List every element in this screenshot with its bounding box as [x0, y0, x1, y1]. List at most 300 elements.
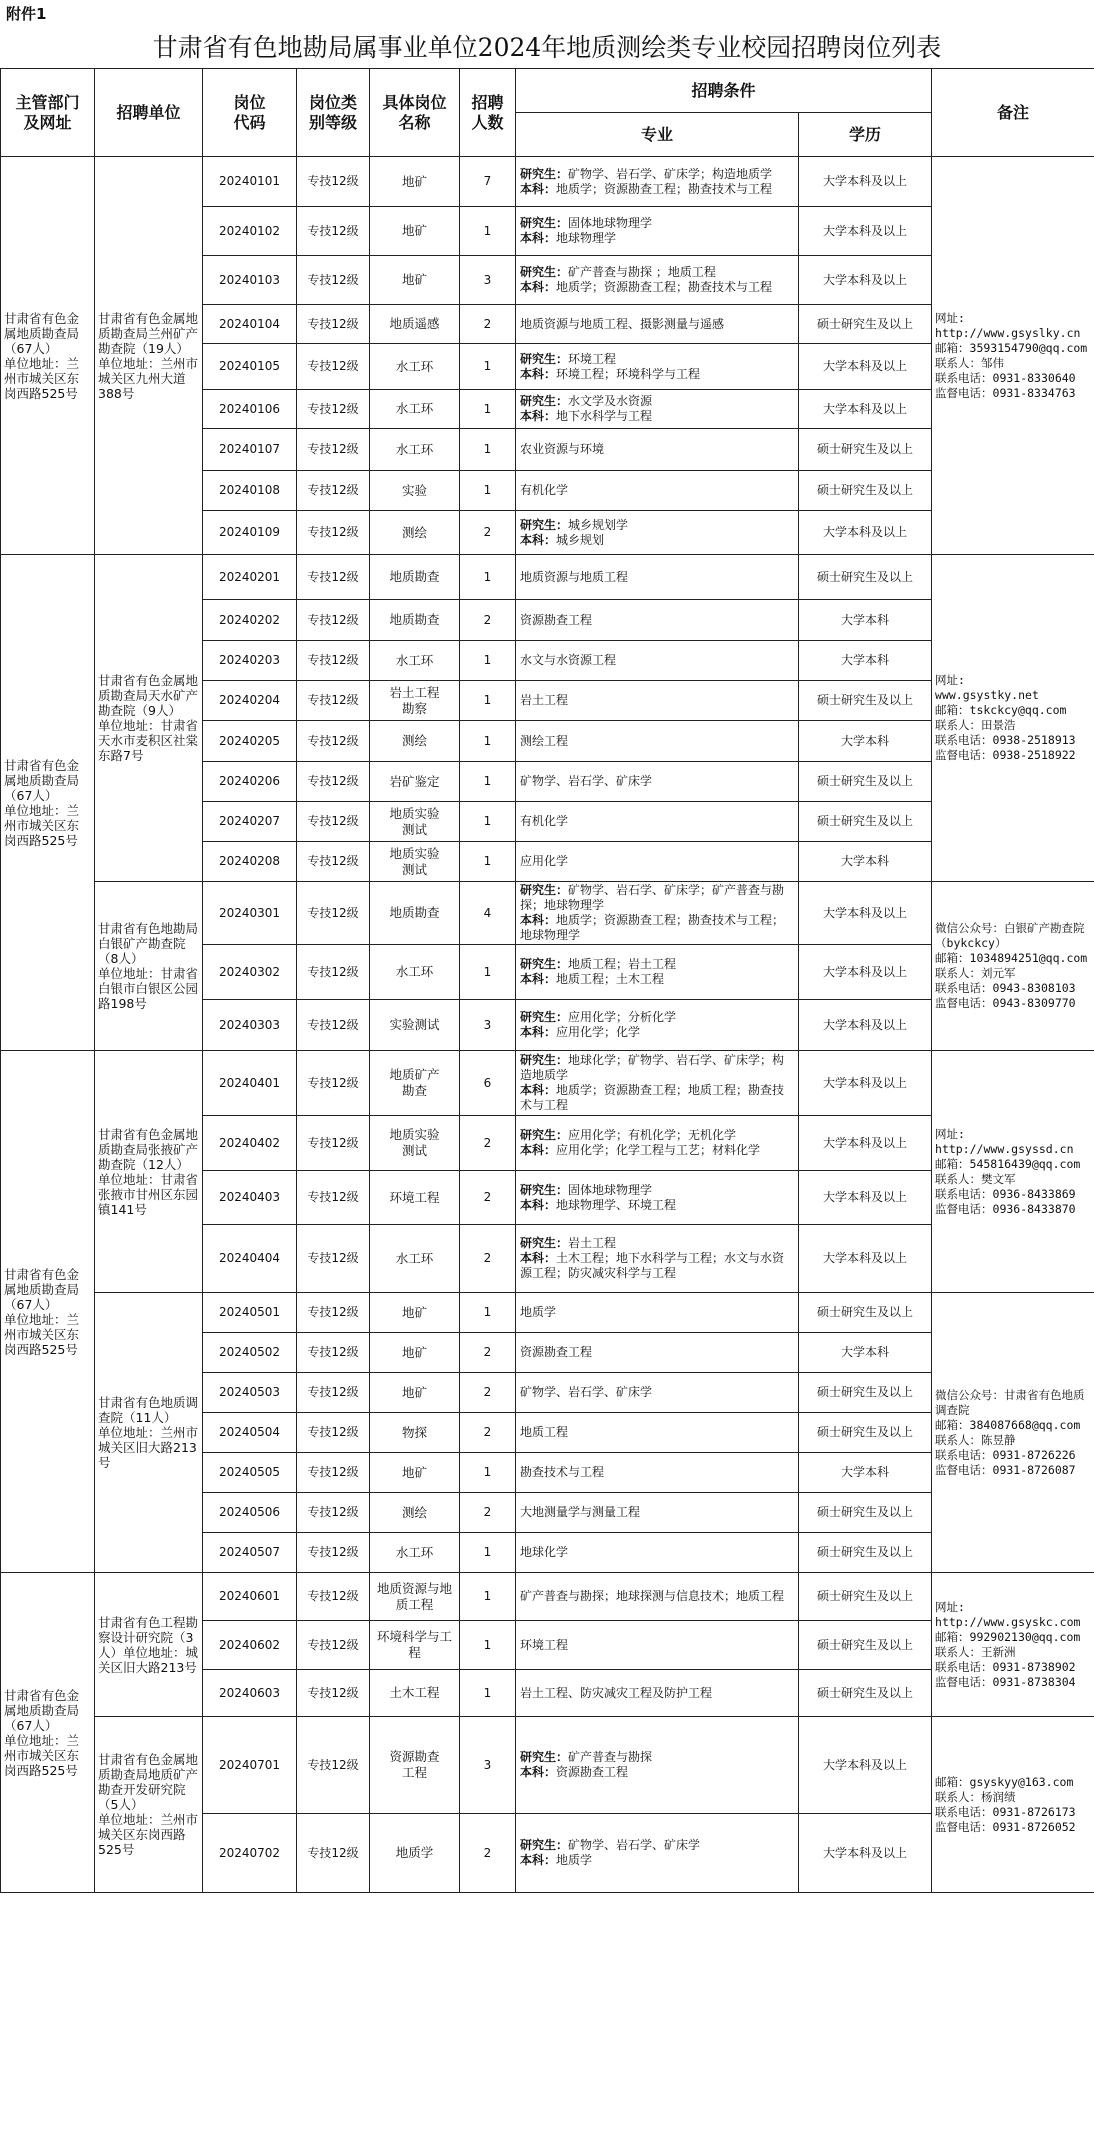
position-cell	[370, 1413, 460, 1453]
major-level: 本科：	[520, 913, 557, 927]
major-cell	[516, 207, 799, 256]
major-line	[520, 533, 794, 548]
page-title: 甘肃省有色地勘局属事业单位2024年地质测绘类专业校园招聘岗位列表	[152, 33, 942, 62]
grade-cell: 专技12级	[297, 511, 370, 555]
major-text: 地质学	[556, 1853, 593, 1867]
unit-cell	[95, 555, 203, 882]
major-line	[520, 1183, 794, 1198]
major-text: 环境工程；环境科学与工程	[556, 366, 701, 381]
unit-cell	[95, 1717, 203, 1893]
major-cell	[516, 1171, 799, 1225]
major-line	[520, 854, 794, 869]
position-text: 水工环	[395, 964, 434, 979]
position-cell	[370, 207, 460, 256]
header-grade	[297, 69, 370, 157]
major-cell	[516, 1051, 799, 1116]
dept-text: 甘肃省有色金属地质勘查局（67人） 单位地址：兰州市城关区东岗西路525号	[4, 757, 80, 848]
count-cell: 2	[460, 511, 516, 555]
position-text: 地质矿产 勘查	[389, 1067, 440, 1098]
major-level: 研究生：	[520, 1053, 569, 1067]
education-cell: 硕士研究生及以上	[799, 681, 932, 721]
remarks-text: 网址: www.gsystky.net 邮箱：tskckcy@qq.com 联系人：田景浩 联系电话：0938-2518913 监督电话：0938-2518922	[935, 673, 1076, 762]
major-line	[520, 1545, 794, 1560]
position-text: 水工环	[395, 401, 434, 416]
major-cell	[516, 1000, 799, 1051]
major-cell	[516, 1373, 799, 1413]
unit-text: 甘肃省有色金属地质勘查局地质矿产勘查开发研究院（5人） 单位地址：兰州市城关区东岗西路525号	[98, 1752, 199, 1857]
major-text: 水文学及水资源	[568, 394, 653, 408]
count-cell: 1	[460, 802, 516, 842]
major-cell	[516, 1453, 799, 1493]
count-cell: 2	[460, 600, 516, 641]
major-level: 本科：	[520, 181, 557, 196]
major-line	[520, 1198, 794, 1213]
major-cell	[516, 344, 799, 390]
grade-cell: 专技12级	[297, 945, 370, 1000]
code-cell: 20240506	[203, 1493, 297, 1533]
position-cell	[370, 1051, 460, 1116]
education-cell: 硕士研究生及以上	[799, 762, 932, 802]
grade-cell: 专技12级	[297, 1293, 370, 1333]
header-dept-text: 主管部门 及网址	[15, 92, 80, 132]
major-text: 大地测量学与测量工程	[520, 1505, 641, 1519]
major-line	[520, 1589, 794, 1604]
education-cell: 大学本科及以上	[799, 1000, 932, 1051]
position-text: 水工环	[395, 441, 434, 457]
major-level: 研究生：	[520, 1010, 569, 1024]
position-text: 水工环	[395, 358, 434, 374]
position-cell	[370, 256, 460, 305]
count-cell: 2	[460, 1413, 516, 1453]
dept-cell	[1, 1051, 95, 1573]
unit-cell	[95, 882, 203, 1051]
header-grade-text: 岗位类 别等级	[308, 92, 357, 132]
position-cell	[370, 1171, 460, 1225]
code-cell: 20240108	[203, 471, 297, 511]
major-text: 勘查技术与工程	[520, 1465, 605, 1479]
position-text: 地质勘查	[389, 569, 440, 584]
major-level: 本科：	[520, 366, 557, 381]
position-text: 地矿	[401, 1344, 427, 1360]
attachment-label: 附件1	[6, 5, 47, 23]
header-count	[460, 69, 516, 157]
education-cell: 大学本科及以上	[799, 1171, 932, 1225]
major-level: 研究生：	[520, 957, 569, 971]
unit-cell	[95, 157, 203, 555]
grade-cell: 专技12级	[297, 429, 370, 471]
count-cell: 2	[460, 1225, 516, 1293]
grade-cell: 专技12级	[297, 681, 370, 721]
position-cell	[370, 1000, 460, 1051]
position-text: 水工环	[395, 1544, 434, 1560]
major-line	[520, 280, 794, 295]
remarks-cell	[932, 1573, 1094, 1717]
position-text: 物探	[401, 1424, 427, 1440]
major-line	[520, 570, 794, 585]
remarks-cell	[932, 1293, 1094, 1573]
major-text: 地球物理学、环境工程	[556, 1197, 677, 1212]
major-line	[520, 1143, 794, 1158]
major-text: 矿物学、岩石学、矿床学	[568, 1838, 701, 1852]
major-line	[520, 352, 794, 367]
position-text: 实验测试	[389, 1017, 440, 1032]
major-line	[520, 409, 794, 424]
major-level: 研究生：	[520, 517, 569, 532]
major-text: 农业资源与环境	[520, 442, 605, 456]
code-cell: 20240507	[203, 1533, 297, 1573]
major-level: 本科：	[520, 1143, 557, 1157]
major-text: 地质学；资源勘查工程；勘查技术与工程；地球物理学	[520, 913, 785, 942]
major-text: 矿物学、岩石学、矿床学	[520, 1385, 653, 1399]
position-cell	[370, 1717, 460, 1814]
major-cell	[516, 429, 799, 471]
education-cell: 大学本科及以上	[799, 390, 932, 429]
grade-cell: 专技12级	[297, 1116, 370, 1171]
remarks-text: 微信公众号：白银矿产勘查院（bykckcy） 邮箱：1034894251@qq.com 联系人：刘元军 联系电话：0943-8308103 监督电话：0943-8309770	[935, 921, 1088, 1010]
position-text: 实验	[401, 482, 427, 498]
dept-cell	[1, 157, 95, 555]
major-text: 应用化学	[520, 854, 569, 868]
code-cell: 20240208	[203, 842, 297, 882]
major-line	[520, 394, 794, 409]
major-line	[520, 613, 794, 628]
table-row	[1, 1717, 1094, 1814]
position-cell	[370, 344, 460, 390]
major-cell	[516, 882, 799, 945]
header-conditions: 招聘条件	[516, 69, 932, 113]
major-cell	[516, 1333, 799, 1373]
position-text: 土木工程	[389, 1685, 440, 1700]
position-text: 地矿	[401, 223, 427, 238]
major-text: 地质学；资源勘查工程；地质工程；勘查技术与工程	[520, 1083, 785, 1112]
major-level: 研究生：	[520, 394, 569, 408]
position-cell	[370, 1814, 460, 1893]
major-line	[520, 231, 794, 246]
header-education: 学历	[799, 113, 932, 157]
major-level: 研究生：	[520, 351, 569, 366]
count-cell: 1	[460, 390, 516, 429]
major-cell	[516, 802, 799, 842]
position-text: 岩矿鉴定	[389, 773, 440, 789]
major-line	[520, 1505, 794, 1520]
major-text: 地质学	[520, 1305, 557, 1319]
major-level: 本科：	[520, 231, 557, 245]
major-text: 有机化学	[520, 483, 569, 497]
grade-cell: 专技12级	[297, 762, 370, 802]
position-text: 岩土工程 勘察	[389, 684, 440, 716]
major-text: 地质资源与地质工程、摄影测量与遥感	[520, 316, 725, 331]
major-line	[520, 1025, 794, 1040]
major-line	[520, 1251, 794, 1281]
major-text: 地球化学	[520, 1545, 569, 1559]
grade-cell: 专技12级	[297, 1533, 370, 1573]
position-cell	[370, 1670, 460, 1717]
major-line	[520, 1345, 794, 1360]
major-line	[520, 693, 794, 708]
major-line	[520, 1083, 794, 1113]
education-cell: 大学本科及以上	[799, 157, 932, 207]
table-row	[1, 555, 1094, 600]
major-text: 地质工程；岩土工程	[568, 957, 677, 971]
major-text: 测绘工程	[520, 733, 569, 748]
major-text: 资源勘查工程	[520, 1345, 593, 1359]
major-level: 本科：	[520, 280, 557, 294]
count-cell: 1	[460, 721, 516, 762]
grade-cell: 专技12级	[297, 842, 370, 882]
major-text: 矿物学、岩石学、矿床学；构造地质学	[568, 166, 773, 181]
position-cell	[370, 1293, 460, 1333]
major-line	[520, 1838, 794, 1853]
unit-text: 甘肃省有色地勘局白银矿产勘查院（8人） 单位地址：甘肃省白银市白银区公园路198号	[98, 921, 199, 1011]
position-cell	[370, 641, 460, 681]
position-text: 地质勘查	[389, 905, 440, 920]
major-cell	[516, 157, 799, 207]
position-cell	[370, 600, 460, 641]
major-line	[520, 1765, 794, 1780]
position-cell	[370, 1533, 460, 1573]
table-row	[1, 157, 1094, 207]
major-text: 矿产普查与勘探；地球探测与信息技术；地质工程	[520, 1589, 785, 1603]
major-cell	[516, 1293, 799, 1333]
position-cell	[370, 681, 460, 721]
count-cell: 4	[460, 882, 516, 945]
major-line	[520, 1853, 794, 1868]
major-line	[520, 483, 794, 498]
education-cell: 大学本科及以上	[799, 256, 932, 305]
major-line	[520, 883, 794, 913]
major-text: 水文与水资源工程	[520, 653, 617, 667]
grade-cell: 专技12级	[297, 1573, 370, 1621]
count-cell: 2	[460, 1373, 516, 1413]
education-cell: 大学本科	[799, 1333, 932, 1373]
position-cell	[370, 1493, 460, 1533]
major-line	[520, 972, 794, 987]
major-text: 环境工程	[568, 351, 617, 366]
major-text: 固体地球物理学	[568, 216, 653, 230]
major-text: 应用化学；有机化学；无机化学	[568, 1128, 737, 1142]
position-cell	[370, 842, 460, 882]
position-text: 地矿	[401, 1384, 427, 1400]
grade-cell: 专技12级	[297, 1670, 370, 1717]
count-cell: 1	[460, 429, 516, 471]
position-text: 测绘	[401, 1504, 427, 1520]
code-cell: 20240502	[203, 1333, 297, 1373]
education-cell: 大学本科	[799, 641, 932, 681]
header-dept	[1, 69, 95, 157]
major-cell	[516, 1116, 799, 1171]
position-text: 测绘	[401, 524, 427, 540]
major-cell	[516, 1573, 799, 1621]
count-cell: 2	[460, 1333, 516, 1373]
remarks-text: 网址: http://www.gsyskc.com 邮箱：992902130@qq.com 联系人：王新洲 联系电话：0931-8738902 监督电话：0931-8738304	[935, 1599, 1081, 1689]
position-text: 水工环	[395, 652, 434, 668]
grade-cell: 专技12级	[297, 1493, 370, 1533]
position-cell	[370, 429, 460, 471]
dept-text: 甘肃省有色金属地质勘查局（67人） 单位地址：兰州市城关区东岗西路525号	[4, 1266, 80, 1357]
major-line	[520, 367, 794, 382]
position-text: 地质勘查	[389, 612, 440, 627]
code-cell: 20240303	[203, 1000, 297, 1051]
unit-text: 甘肃省有色金属地质勘查局兰州矿产勘查院（19人） 单位地址：兰州市城关区九州大道388号	[98, 310, 199, 401]
unit-cell	[95, 1293, 203, 1573]
code-cell: 20240503	[203, 1373, 297, 1413]
major-cell	[516, 641, 799, 681]
major-level: 研究生：	[520, 265, 569, 279]
position-cell	[370, 305, 460, 344]
count-cell: 3	[460, 256, 516, 305]
major-cell	[516, 762, 799, 802]
grade-cell: 专技12级	[297, 1814, 370, 1893]
major-line	[520, 442, 794, 457]
count-cell: 1	[460, 945, 516, 1000]
position-text: 地质学	[395, 1845, 434, 1860]
position-text: 测绘	[401, 733, 427, 748]
education-cell: 硕士研究生及以上	[799, 1533, 932, 1573]
code-cell: 20240102	[203, 207, 297, 256]
grade-cell: 专技12级	[297, 1717, 370, 1814]
major-line	[520, 1686, 794, 1701]
code-cell: 20240103	[203, 256, 297, 305]
count-cell: 1	[460, 1293, 516, 1333]
major-cell	[516, 256, 799, 305]
major-text: 矿物学、岩石学、矿床学；矿产普查与勘探；地球物理学	[520, 883, 785, 912]
position-text: 地质实验 测试	[389, 1127, 440, 1158]
position-cell	[370, 555, 460, 600]
count-cell: 1	[460, 1573, 516, 1621]
position-text: 水工环	[395, 1250, 434, 1266]
code-cell: 20240402	[203, 1116, 297, 1171]
code-cell: 20240109	[203, 511, 297, 555]
major-cell	[516, 555, 799, 600]
education-cell: 大学本科及以上	[799, 1225, 932, 1293]
table-row	[1, 882, 1094, 945]
major-line	[520, 653, 794, 668]
position-text: 地质资源与地 质工程	[376, 1580, 452, 1612]
count-cell: 2	[460, 305, 516, 344]
position-text: 地质实验 测试	[389, 845, 440, 877]
count-cell: 1	[460, 471, 516, 511]
position-cell	[370, 1621, 460, 1670]
major-line	[520, 957, 794, 972]
count-cell: 3	[460, 1717, 516, 1814]
grade-cell: 专技12级	[297, 555, 370, 600]
major-line	[520, 182, 794, 197]
position-cell	[370, 945, 460, 1000]
code-cell: 20240106	[203, 390, 297, 429]
major-cell	[516, 1533, 799, 1573]
remarks-text: 微信公众号：甘肃省有色地质调查院 邮箱：384087668@qq.com 联系人：陈昱静 联系电话：0931-8726226 监督电话：0931-8726087	[935, 1387, 1085, 1477]
major-level: 研究生：	[520, 1838, 569, 1852]
major-text: 资源勘查工程	[520, 612, 593, 627]
major-cell	[516, 842, 799, 882]
count-cell: 1	[460, 1670, 516, 1717]
code-cell: 20240301	[203, 882, 297, 945]
major-level: 本科：	[520, 409, 557, 423]
education-cell: 大学本科及以上	[799, 1814, 932, 1893]
grade-cell: 专技12级	[297, 344, 370, 390]
recruitment-table	[0, 68, 1094, 1893]
major-text: 应用化学；化学	[556, 1025, 641, 1039]
header-position	[370, 69, 460, 157]
education-cell: 硕士研究生及以上	[799, 1413, 932, 1453]
major-level: 研究生：	[520, 883, 569, 897]
unit-cell	[95, 1573, 203, 1717]
major-cell	[516, 1717, 799, 1814]
code-cell: 20240206	[203, 762, 297, 802]
code-cell: 20240201	[203, 555, 297, 600]
education-cell: 大学本科	[799, 842, 932, 882]
education-cell: 大学本科及以上	[799, 1116, 932, 1171]
major-line	[520, 1236, 794, 1251]
major-line	[520, 1305, 794, 1320]
major-line	[520, 265, 794, 280]
major-text: 岩土工程	[520, 693, 569, 707]
major-cell	[516, 1814, 799, 1893]
grade-cell: 专技12级	[297, 1373, 370, 1413]
grade-cell: 专技12级	[297, 802, 370, 842]
position-cell	[370, 511, 460, 555]
major-cell	[516, 1493, 799, 1533]
major-line	[520, 913, 794, 943]
count-cell: 7	[460, 157, 516, 207]
header-major: 专业	[516, 113, 799, 157]
major-level: 研究生：	[520, 1236, 569, 1250]
code-cell: 20240702	[203, 1814, 297, 1893]
major-text: 土木工程；地下水科学与工程；水文与水资源工程；防灾减灾科学与工程	[520, 1251, 785, 1280]
education-cell: 大学本科及以上	[799, 945, 932, 1000]
code-cell: 20240204	[203, 681, 297, 721]
code-cell: 20240101	[203, 157, 297, 207]
major-line	[520, 1750, 794, 1765]
major-text: 地球物理学	[556, 231, 617, 245]
major-line	[520, 1128, 794, 1143]
remarks-cell	[932, 882, 1094, 1051]
dept-cell	[1, 555, 95, 1051]
major-text: 地质工程	[520, 1425, 569, 1439]
code-cell: 20240603	[203, 1670, 297, 1717]
header-code-text: 岗位 代码	[233, 92, 266, 132]
grade-cell: 专技12级	[297, 1621, 370, 1670]
major-level: 研究生：	[520, 1182, 569, 1197]
major-level: 本科：	[520, 1765, 557, 1779]
major-text: 城乡规划学	[568, 517, 629, 532]
education-cell: 硕士研究生及以上	[799, 802, 932, 842]
code-cell: 20240404	[203, 1225, 297, 1293]
code-cell: 20240202	[203, 600, 297, 641]
major-text: 岩土工程、防灾减灾工程及防护工程	[520, 1685, 713, 1700]
position-text: 资源勘查 工程	[389, 1749, 440, 1780]
position-text: 地矿	[401, 1304, 427, 1320]
position-text: 地矿	[401, 272, 427, 287]
remarks-cell	[932, 1051, 1094, 1293]
position-text: 地质实验 测试	[389, 805, 440, 837]
unit-text: 甘肃省有色金属地质勘查局张掖矿产勘查院（12人） 单位地址：甘肃省张掖市甘州区东园镇141号	[98, 1126, 199, 1217]
code-cell: 20240504	[203, 1413, 297, 1453]
count-cell: 3	[460, 1000, 516, 1051]
position-cell	[370, 1573, 460, 1621]
major-cell	[516, 1413, 799, 1453]
header-unit: 招聘单位	[95, 69, 203, 157]
education-cell: 硕士研究生及以上	[799, 471, 932, 511]
grade-cell: 专技12级	[297, 157, 370, 207]
major-line	[520, 1425, 794, 1440]
education-cell: 大学本科及以上	[799, 1051, 932, 1116]
code-cell: 20240207	[203, 802, 297, 842]
major-text: 地质学；资源勘查工程；勘查技术与工程	[556, 280, 773, 294]
code-cell: 20240107	[203, 429, 297, 471]
code-cell: 20240302	[203, 945, 297, 1000]
dept-text: 甘肃省有色金属地质勘查局（67人） 单位地址：兰州市城关区东岗西路525号	[4, 310, 80, 401]
